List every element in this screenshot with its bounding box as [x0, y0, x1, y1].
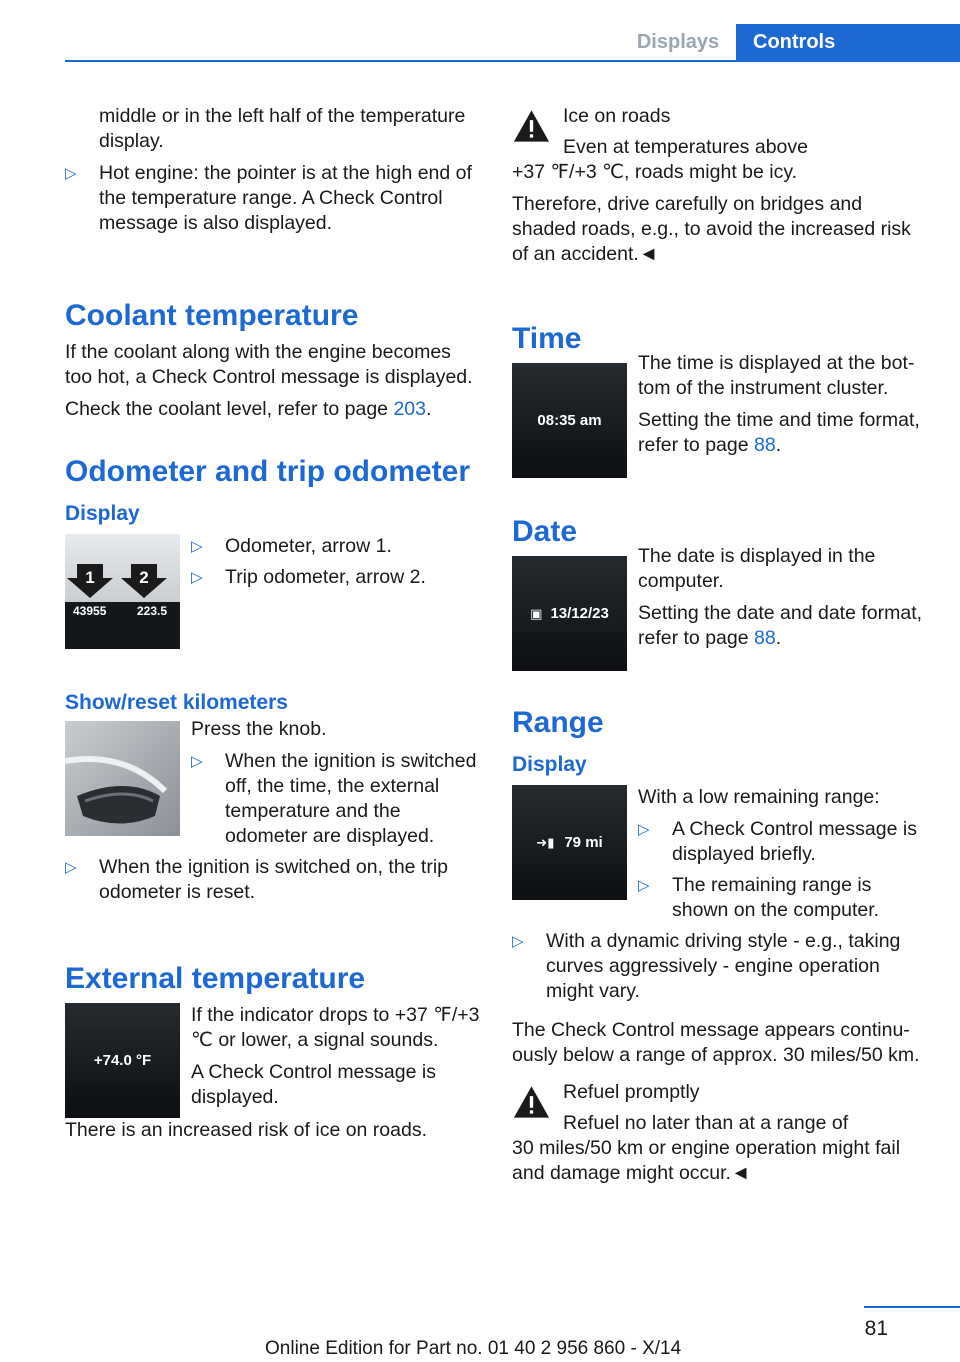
- bullet-cc-message: A Check Control message is displayed briefly.: [672, 818, 917, 865]
- triangle-right-icon: ▷: [191, 569, 203, 586]
- subheading-display: Display: [65, 502, 140, 525]
- time-figure: [512, 351, 927, 478]
- right-column: [512, 104, 927, 1193]
- odometer-arrows-icon: [65, 534, 180, 649]
- arrow-2-label: 2: [139, 568, 149, 587]
- triangle-right-icon: ▷: [638, 877, 650, 894]
- header-rule: [65, 60, 960, 62]
- refer-period: .: [775, 627, 782, 649]
- header-chapter-tab: Controls: [736, 24, 960, 60]
- warning-refuel-body: [563, 1080, 848, 1136]
- triangle-right-icon: ▷: [191, 538, 203, 555]
- date-image: [512, 556, 627, 671]
- time-p2: [638, 408, 927, 458]
- page-number: 81: [864, 1317, 888, 1340]
- range-intro: With a low remaining range:: [638, 786, 880, 808]
- page-link-88[interactable]: 88: [754, 434, 776, 456]
- triangle-right-icon: ▷: [638, 821, 650, 838]
- bullet-hot-engine: [65, 161, 480, 236]
- header-section-label: Displays: [636, 31, 720, 53]
- bullet-dynamic-driving: [512, 929, 927, 1004]
- refer-text: Setting the time and time format, refer to page: [638, 409, 920, 456]
- warning-refuel-line2: 30 miles/50 km or engine operation might fail and damage might occur.◄: [512, 1137, 901, 1184]
- refer-period: .: [775, 434, 782, 456]
- triangle-right-icon: ▷: [65, 859, 77, 876]
- range-image-text: 79 mi: [564, 834, 603, 851]
- heading-time: Time: [512, 322, 582, 355]
- range-paragraph: The Check Control message appears continuously below a range of approx. 30 miles/50 km.: [512, 1019, 920, 1066]
- time-image: 08:35 am: [512, 363, 627, 478]
- heading-date: Date: [512, 515, 578, 548]
- calendar-icon: ▣: [530, 606, 543, 621]
- range-text: [638, 785, 927, 929]
- triangle-right-icon: ▷: [65, 165, 77, 182]
- bullet-text: With a dynamic driving style - e.g., taking curves aggressively - engine operation might vary.: [546, 930, 901, 1002]
- left-column: [65, 104, 480, 1150]
- triangle-right-icon: ▷: [512, 933, 524, 950]
- continued-text: middle or in the left half of the temperature display.: [99, 105, 466, 152]
- bullet-odometer: Odometer, arrow 1.: [225, 535, 392, 557]
- trip-value: 223.5: [137, 604, 168, 618]
- arrow-1-label: 1: [85, 568, 95, 587]
- warning-ice-body: [563, 104, 808, 160]
- bullet-remaining-range: The remaining range is shown on the computer.: [672, 874, 880, 921]
- footer-edition: Online Edition for Part no. 01 40 2 956 860 - X/14: [265, 1338, 682, 1359]
- odometer-image: [65, 534, 180, 649]
- date-p1: The date is displayed in the computer.: [638, 545, 876, 592]
- date-image-text: 13/12/23: [550, 605, 609, 622]
- warning-triangle-icon: [512, 108, 551, 144]
- warning-triangle-icon: [512, 1084, 551, 1120]
- heading-odometer: Odometer and trip odometer: [65, 455, 471, 488]
- odometer-bullets: [191, 534, 480, 649]
- heading-coolant: Coolant temperature: [65, 299, 359, 332]
- warning-ice-title: Ice on roads: [563, 105, 671, 127]
- coolant-refer: [65, 397, 480, 422]
- bullet-text: Hot engine: the pointer is at the high end of the temperature range. A Check Control message is also displayed.: [99, 162, 472, 234]
- warning-ice-line: Even at temperatures above: [563, 136, 808, 158]
- knob-figure: [65, 718, 480, 855]
- page-link-203[interactable]: 203: [393, 398, 426, 420]
- coolant-paragraph: If the coolant along with the engine becomes too hot, a Check Control message is displayed.: [65, 341, 473, 388]
- external-temp-image: +74.0 °F: [65, 1003, 180, 1118]
- warning-ice: [512, 104, 927, 160]
- press-knob: Press the knob.: [191, 718, 327, 740]
- knob-text: [191, 718, 480, 855]
- bullet-trip: Trip odometer, arrow 2.: [225, 566, 426, 588]
- refer-text: Check the coolant level, refer to page: [65, 398, 394, 420]
- odometer-value: 43955: [73, 604, 107, 618]
- heading-range: Range: [512, 706, 604, 739]
- warning-refuel-line: Refuel no later than at a range of: [563, 1112, 849, 1134]
- external-temp-p1: If the indicator drops to +37 ℉/+3 ℃ or lower, a signal sounds.: [191, 1004, 480, 1051]
- external-temp-p2: A Check Control message is displayed.: [191, 1061, 436, 1108]
- warning-ice-line2: +37 ℉/+3 ℃, roads might be icy.: [512, 161, 798, 183]
- date-p2: [638, 601, 927, 651]
- external-temp-text: [191, 1003, 480, 1118]
- refer-text: Setting the date and date format, refer to page: [638, 602, 923, 649]
- heading-external-temp: External temperature: [65, 962, 366, 995]
- warning-ice-p2: Therefore, drive carefully on bridges and shaded roads, e.g., to avoid the increased risk of an accident.◄: [512, 193, 911, 265]
- odometer-figure: [65, 534, 480, 649]
- time-p1: The time is displayed at the bottom of the instrument cluster.: [638, 352, 915, 399]
- range-figure: [512, 785, 927, 929]
- bullet-text: When the ignition is switched on, the trip odometer is reset.: [99, 856, 449, 903]
- fuel-pump-icon: ➜▮: [536, 835, 555, 850]
- page-link-88[interactable]: 88: [754, 627, 776, 649]
- date-figure: [512, 544, 927, 671]
- bullet-ignition-off: When the ignition is switched off, the time, the external temperature and the odometer are displayed.: [225, 750, 477, 847]
- time-text: [638, 351, 927, 478]
- footer-rule: [864, 1306, 960, 1308]
- bullet-ignition-on: [65, 855, 480, 905]
- knob-icon: [65, 721, 180, 836]
- warning-refuel: [512, 1080, 927, 1136]
- warning-refuel-title: Refuel promptly: [563, 1081, 700, 1103]
- triangle-right-icon: ▷: [191, 753, 203, 770]
- range-image: [512, 785, 627, 900]
- external-temp-p3: There is an increased risk of ice on roads.: [65, 1119, 428, 1141]
- subheading-show-reset: Show/reset kilometers: [65, 691, 288, 714]
- knob-image: [65, 721, 180, 836]
- refer-period: .: [426, 398, 432, 420]
- subheading-range-display: Display: [512, 753, 587, 776]
- external-temp-figure: [65, 1003, 480, 1118]
- date-text: [638, 544, 927, 671]
